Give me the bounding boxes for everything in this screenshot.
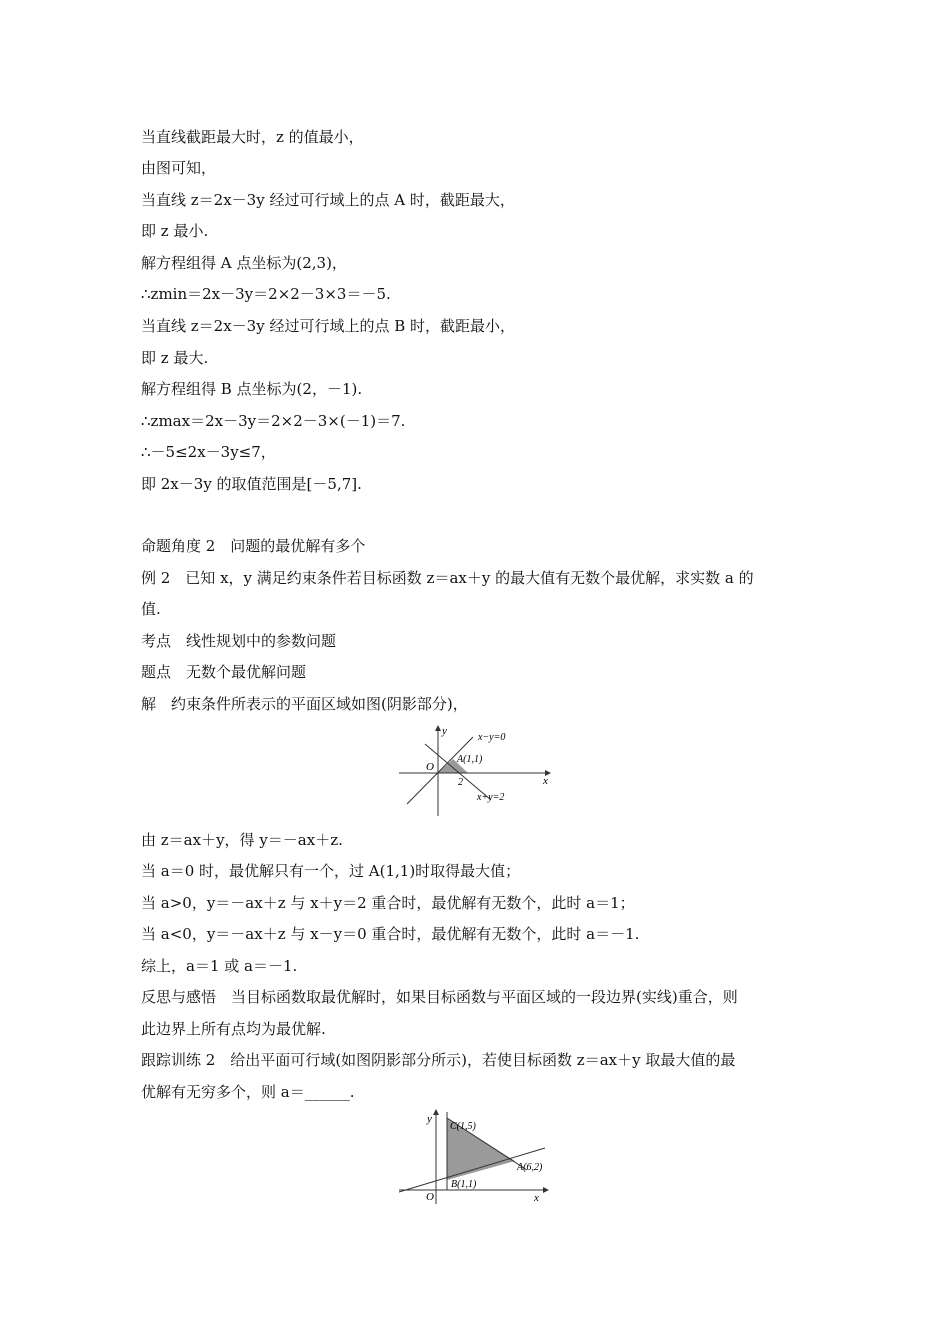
x-axis-label: x: [543, 775, 548, 787]
text-line: 当 a＝0 时，最优解只有一个，过 A(1,1)时取得最大值；: [141, 862, 521, 880]
text-line: 此边界上所有点均为最优解.: [141, 1020, 326, 1038]
text-line: 即 2x－3y 的取值范围是[－5,7].: [141, 475, 362, 493]
text-line: 考点 线性规划中的参数问题: [141, 632, 337, 650]
text-line: ∴－5≤2x－3y≤7，: [141, 443, 276, 461]
tick-label-2: 2: [458, 777, 463, 788]
y-axis-label: y: [427, 1113, 432, 1125]
point-label-a: A(1,1): [457, 754, 483, 765]
text-line: 例 2 已知 x，y 满足约束条件若目标函数 z＝ax＋y 的最大值有无数个最优解，求实数 a 的: [141, 569, 754, 587]
point-label-b: B(1,1): [451, 1179, 477, 1190]
text-line: 解方程组得 A 点坐标为(2,3)，: [141, 254, 347, 272]
text-line: 优解有无穷多个，则 a＝______.: [141, 1083, 355, 1101]
text-line: 当 a<0，y＝－ax＋z 与 x－y＝0 重合时，最优解有无数个，此时 a＝－1.: [141, 925, 640, 943]
text-line: ∴zmin＝2x－3y＝2×2－3×3＝－5.: [141, 285, 391, 303]
origin-label: O: [426, 1191, 434, 1203]
text-line: 综上，a＝1 或 a＝－1.: [141, 957, 298, 975]
text-line: ∴zmax＝2x－3y＝2×2－3×(－1)＝7.: [141, 412, 406, 430]
text-line: 反思与感悟 当目标函数取最优解时，如果目标函数与平面区域的一段边界(实线)重合，则: [141, 988, 738, 1006]
text-line: 由图可知，: [141, 159, 217, 177]
line-label-x-plus-y: x+y=2: [477, 792, 505, 803]
y-axis-label: y: [442, 725, 447, 737]
figure-feasible-region-2: [395, 1108, 555, 1208]
x-axis-arrow: [543, 1187, 549, 1193]
text-line: 当直线截距最大时，z 的值最小，: [141, 128, 364, 146]
y-axis-arrow: [435, 725, 441, 731]
text-line: 题点 无数个最优解问题: [141, 663, 307, 681]
section-heading: 命题角度 2 问题的最优解有多个: [141, 537, 366, 555]
text-line: 跟踪训练 2 给出平面可行域(如图阴影部分所示)，若使目标函数 z＝ax＋y 取最大值的最: [141, 1051, 736, 1069]
text-line: 当直线 z＝2x－3y 经过可行域上的点 B 时，截距最小，: [141, 317, 516, 335]
point-label-c: C(1,5): [450, 1121, 476, 1132]
line-label-x-minus-y: x−y=0: [478, 732, 506, 743]
text-line: 当 a>0，y＝－ax＋z 与 x＋y＝2 重合时，最优解有无数个，此时 a＝1；: [141, 894, 635, 912]
text-line: 即 z 最大.: [141, 349, 209, 367]
text-line: 即 z 最小.: [141, 222, 209, 240]
origin-label: O: [426, 761, 434, 773]
point-label-a: A(6,2): [517, 1162, 543, 1173]
figure-feasible-region-1: [395, 722, 555, 822]
text-line: 解 约束条件所表示的平面区域如图(阴影部分)，: [141, 695, 468, 713]
text-line: 解方程组得 B 点坐标为(2，－1).: [141, 380, 363, 398]
text-line: 由 z＝ax＋y，得 y＝－ax＋z.: [141, 831, 343, 849]
x-axis-label: x: [534, 1192, 539, 1204]
y-axis-arrow: [433, 1109, 439, 1115]
text-line: 当直线 z＝2x－3y 经过可行域上的点 A 时，截距最大，: [141, 191, 515, 209]
text-line: 值.: [141, 600, 161, 618]
